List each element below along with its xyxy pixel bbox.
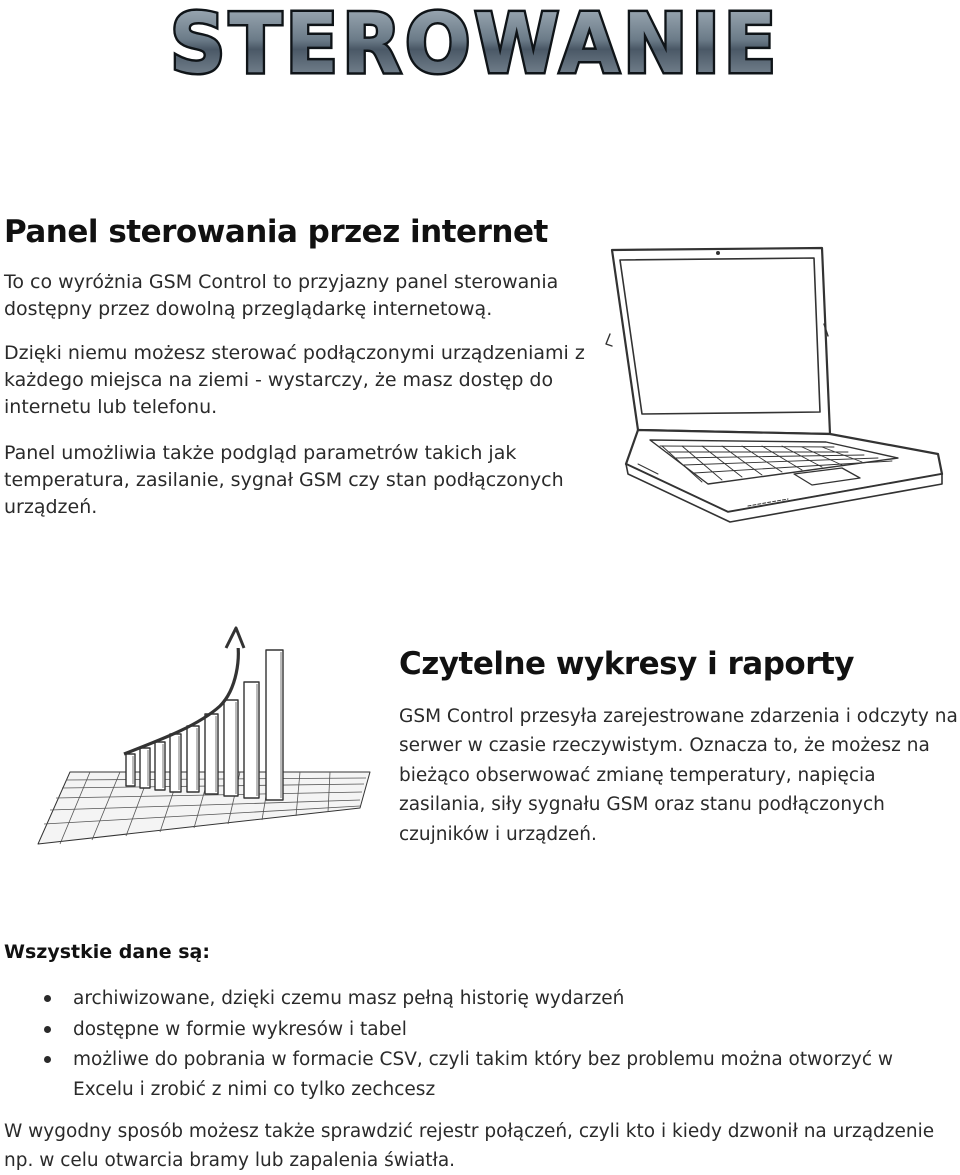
list-item-text: dostępne w formie wykresów i tabel — [73, 1018, 407, 1040]
section-title-charts: Czytelne wykresy i raporty — [399, 646, 855, 682]
laptop-sketch-icon — [598, 244, 946, 526]
footer-paragraph: W wygodny sposób możesz także sprawdzić rejestr połączeń, czyli kto i kiedy dzwonił na urządzenie np. w celu otwarcia bramy lub zapalenia światła. — [4, 1121, 935, 1171]
panel-paragraph-2: Dzięki niemu możesz sterować podłączonymi urządzeniami z każdego miejsca na ziemi - wystarczy, że masz dostęp do internetu lub telefonu. — [4, 342, 585, 418]
growth-chart-sketch-icon — [30, 622, 380, 850]
list-item — [0, 1045, 960, 1104]
data-features-list — [0, 984, 960, 1105]
bullet-icon — [44, 1056, 51, 1063]
list-item — [0, 984, 960, 1014]
logo-text: STEROWANIE — [170, 0, 780, 92]
panel-paragraph-1: To co wyróżnia GSM Control to przyjazny panel sterowania dostępny przez dowolną przeglądarkę internetową. — [4, 271, 559, 320]
section-title-panel: Panel sterowania przez internet — [4, 214, 548, 250]
list-item-text: możliwe do pobrania w formacie CSV, czyli takim który bez problemu można otworzyć w Excelu i zrobić z nimi co tylko zechcesz — [73, 1049, 894, 1100]
list-item — [0, 1015, 960, 1045]
bullet-icon — [44, 1026, 51, 1033]
panel-paragraph-3: Panel umożliwia także podgląd parametrów takich jak temperatura, zasilanie, sygnał GSM czy stan podłączonych urządzeń. — [4, 442, 564, 518]
logo-graphic — [160, 0, 790, 92]
logo — [160, 0, 790, 92]
bullet-icon — [44, 995, 51, 1002]
list-title: Wszystkie dane są: — [4, 941, 210, 963]
charts-paragraph: GSM Control przesyła zarejestrowane zdarzenia i odczyty na serwer w czasie rzeczywistym. Oznacza to, że możesz na bieżąco obserwować zmianę temperatury, napięcia zasilania, siły sygnału GSM oraz stanu podłączonych czujników i urządzeń. — [399, 706, 958, 845]
list-item-text: archiwizowane, dzięki czemu masz pełną historię wydarzeń — [73, 988, 625, 1009]
